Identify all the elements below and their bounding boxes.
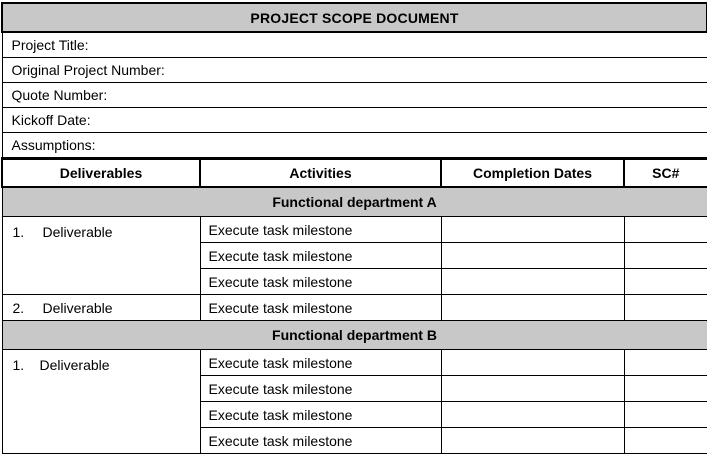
completion-date-cell — [441, 269, 624, 295]
deliverable-number: 2. — [12, 299, 25, 316]
activity-cell: Execute task milestone — [200, 402, 441, 428]
activities-header: Activities — [200, 159, 441, 188]
activity-cell: Execute task milestone — [200, 350, 441, 376]
field-row-kickoff-date — [2, 108, 707, 133]
activity-cell: Execute task milestone — [200, 428, 441, 454]
completion-date-cell — [441, 243, 624, 269]
completion-date-cell — [441, 402, 624, 428]
title-row — [2, 3, 707, 32]
sc-number-cell — [624, 217, 707, 243]
completion-dates-header: Completion Dates — [441, 159, 624, 188]
table-row — [2, 350, 707, 376]
completion-date-cell — [441, 428, 624, 454]
completion-date-cell — [441, 217, 624, 243]
sc-number-cell — [624, 243, 707, 269]
completion-date-cell — [441, 376, 624, 402]
kickoff-date-label: Kickoff Date: — [2, 108, 707, 133]
department-row-b — [2, 321, 707, 350]
sc-number-cell — [624, 376, 707, 402]
project-title-label: Project Title: — [2, 32, 707, 58]
sc-number-cell — [624, 269, 707, 295]
document-title: PROJECT SCOPE DOCUMENT — [2, 3, 707, 32]
sc-number-cell — [624, 428, 707, 454]
deliverables-header: Deliverables — [2, 159, 200, 188]
deliverable-cell — [2, 350, 200, 454]
activity-cell: Execute task milestone — [200, 376, 441, 402]
quote-number-label: Quote Number: — [2, 83, 707, 108]
field-row-quote-number — [2, 83, 707, 108]
department-row-a — [2, 187, 707, 217]
assumptions-label: Assumptions: — [2, 133, 707, 159]
department-name: Functional department B — [2, 321, 707, 350]
completion-date-cell — [441, 295, 624, 321]
department-name: Functional department A — [2, 187, 707, 217]
original-project-number-label: Original Project Number: — [2, 58, 707, 83]
deliverable-label: Deliverable — [39, 357, 110, 373]
deliverable-cell — [2, 217, 200, 295]
activity-cell: Execute task milestone — [200, 243, 441, 269]
deliverable-label: Deliverable — [42, 299, 113, 316]
sc-number-cell — [624, 402, 707, 428]
deliverable-number: 1. — [12, 357, 25, 373]
activity-cell: Execute task milestone — [200, 295, 441, 321]
scope-table — [1, 2, 707, 454]
deliverable-number: 1. — [12, 224, 25, 240]
activity-cell: Execute task milestone — [200, 217, 441, 243]
sc-number-header: SC# — [624, 159, 707, 188]
table-row — [2, 217, 707, 243]
field-row-assumptions — [2, 133, 707, 159]
deliverable-cell — [2, 295, 200, 321]
sc-number-cell — [624, 295, 707, 321]
sc-number-cell — [624, 350, 707, 376]
field-row-original-project-number — [2, 58, 707, 83]
deliverable-label: Deliverable — [42, 224, 113, 240]
completion-date-cell — [441, 350, 624, 376]
table-row — [2, 295, 707, 321]
column-header-row — [2, 159, 707, 188]
activity-cell: Execute task milestone — [200, 269, 441, 295]
field-row-project-title — [2, 32, 707, 58]
